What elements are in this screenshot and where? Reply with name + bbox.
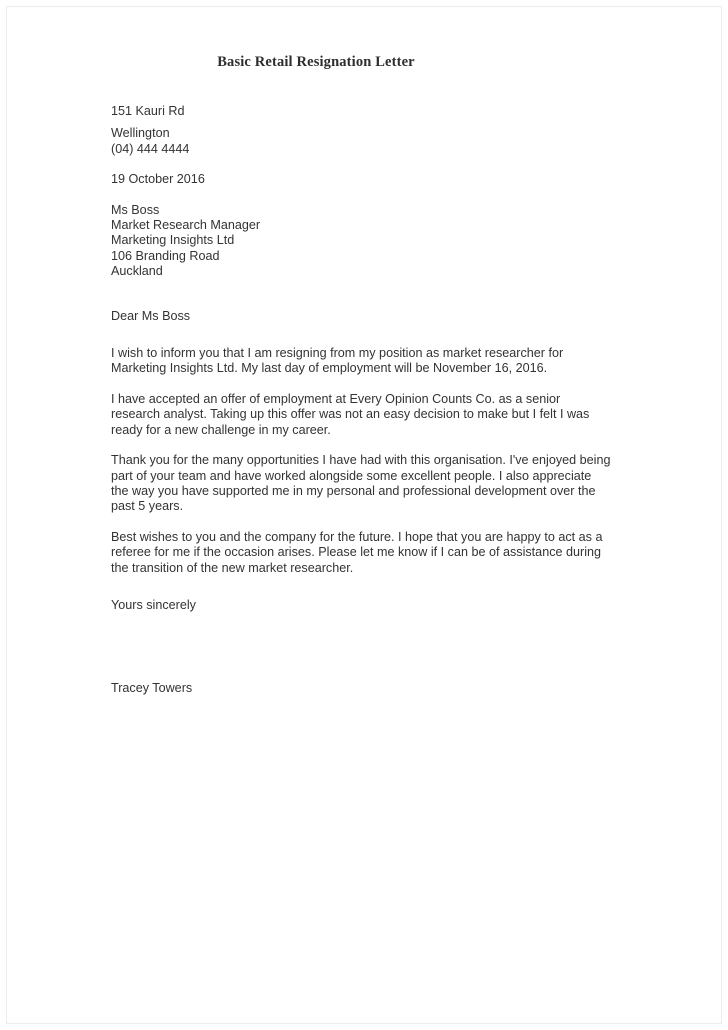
letter-paragraph-2: I have accepted an offer of employment at Every Opinion Counts Co. as a senior research analyst. Taking up this offer was not an easy decision to make but I felt I was ready for a new challenge in my career. [111,391,590,437]
pre-salutation-gap [111,295,611,309]
closing-salutation: Yours sincerely [111,597,196,612]
letter-paragraph-3: Thank you for the many opportunities I have had with this organisation. I've enjoyed being part of your team and have worked alongside some excellent people. I also appreciate the way you have supported me in my personal and professional development over the past 5 years. [111,453,611,514]
pre-closing-gap [111,591,611,598]
recipient-city: Auckland [111,264,163,279]
letter-body [111,104,611,712]
sender-city: Wellington [111,126,170,141]
recipient-job-title: Market Research Manager [111,218,261,233]
recipient-street: 106 Branding Road [111,248,220,263]
recipient-name: Ms Boss [111,202,160,217]
salutation-block [111,309,611,324]
closing-block [111,598,611,613]
sender-street: 151 Kauri Rd [111,104,185,118]
signature-block [111,681,611,696]
signature-name: Tracey Towers [111,681,193,696]
signature-space [111,628,611,681]
sender-gap [111,119,611,126]
recipient-address-block [111,203,611,280]
letter-paragraph-4: Best wishes to you and the company for the future. I hope that you are happy to act as a referee for me if the occasion arises. Please let me know if I can be of assistance during the transition of the new market researcher. [111,529,603,575]
letter-paragraph-1: I wish to inform you that I am resigning from my position as market researcher for Marketing Insights Ltd. My last day of employment will be November 16, 2016. [111,346,564,376]
salutation: Dear Ms Boss [111,308,191,323]
page-title: Basic Retail Resignation Letter [217,54,415,70]
letter-date: 19 October 2016 [111,172,205,187]
recipient-company: Marketing Insights Ltd [111,233,235,248]
sender-phone: (04) 444 4444 [111,141,190,156]
letter-date-block [111,172,611,187]
sender-address-block [111,104,611,157]
post-salutation-gap [111,339,611,346]
